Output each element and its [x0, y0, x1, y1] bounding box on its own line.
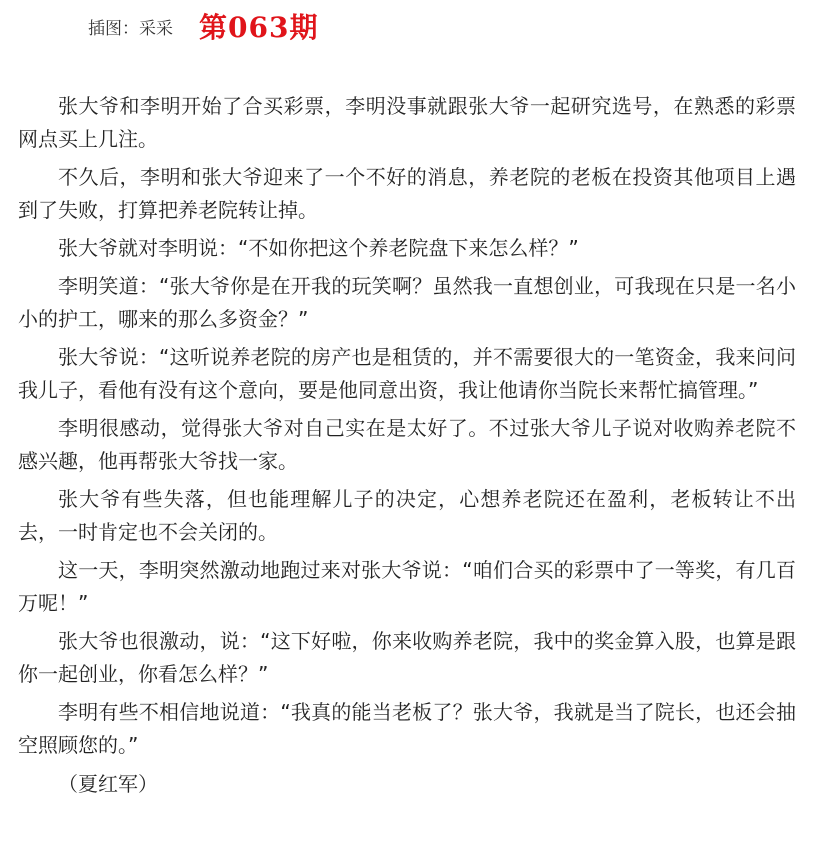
paragraph: 不久后，李明和张大爷迎来了一个不好的消息，养老院的老板在投资其他项目上遇到了失败，打算把养老院转让掉。	[18, 165, 796, 222]
paragraph: 张大爷和李明开始了合买彩票，李明没事就跟张大爷一起研究选号，在熟悉的彩票网点买上几注。	[18, 94, 796, 151]
paragraph: 李明有些不相信地说道：“我真的能当老板了？张大爷，我就是当了院长，也还会抽空照顾您的。”	[18, 700, 796, 757]
author-signature: （夏红军）	[58, 772, 158, 796]
paragraph: 这一天，李明突然激动地跑过来对张大爷说：“咱们合买的彩票中了一等奖，有几百万呢！”	[18, 558, 796, 615]
issue-number: 第063期	[199, 11, 319, 44]
illustration-credit: 插图：采采	[88, 18, 173, 39]
paragraph: 张大爷也很激动，说：“这下好啦，你来收购养老院，我中的奖金算入股，也算是跟你一起创业，你看怎么样？”	[18, 629, 796, 686]
paragraph: 张大爷有些失落，但也能理解儿子的决定，心想养老院还在盈利，老板转让不出去，一时肯定也不会关闭的。	[18, 487, 796, 544]
header	[88, 4, 318, 48]
paragraph: 张大爷就对李明说：“不如你把这个养老院盘下来怎么样？”	[58, 236, 579, 260]
paragraph: 李明很感动，觉得张大爷对自己实在是太好了。不过张大爷儿子说对收购养老院不感兴趣，他再帮张大爷找一家。	[18, 416, 796, 473]
paragraph: 张大爷说：“这听说养老院的房产也是租赁的，并不需要很大的一笔资金，我来问问我儿子，看他有没有这个意向，要是他同意出资，我让他请你当院长来帮忙搞管理。”	[18, 345, 796, 402]
story-body	[18, 90, 796, 801]
paragraph: 李明笑道：“张大爷你是在开我的玩笑啊？虽然我一直想创业，可我现在只是一名小小的护工，哪来的那么多资金？”	[18, 274, 796, 331]
